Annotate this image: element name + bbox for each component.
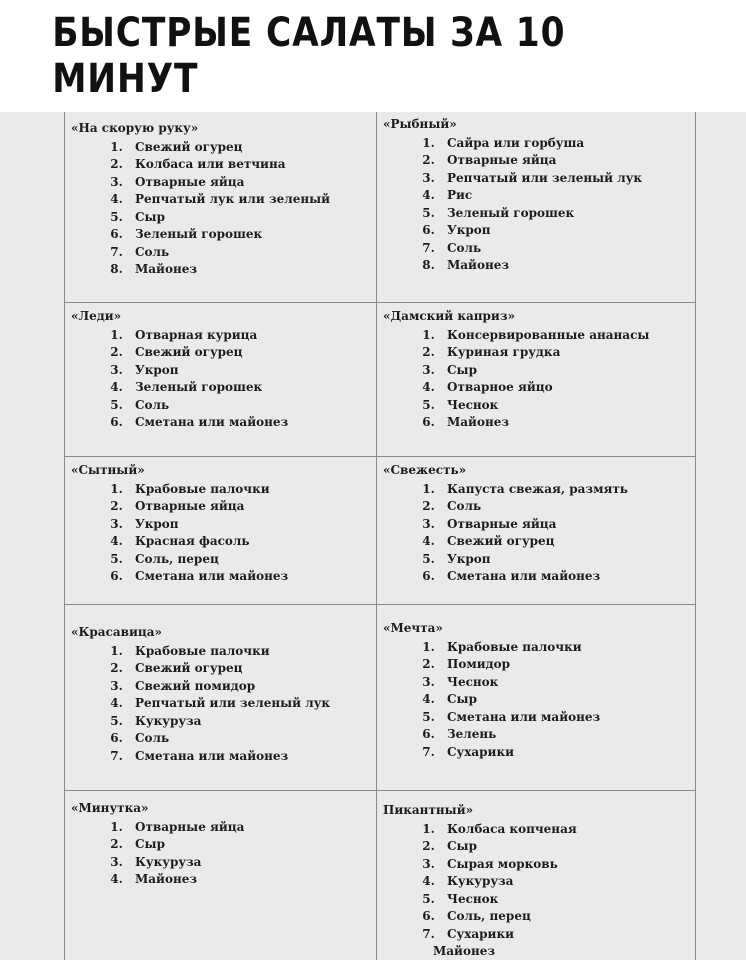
ingredient-list: [71, 643, 371, 766]
ingredient-item: 3. Репчатый или зеленый лук: [439, 170, 693, 188]
recipe-title: «На скорую руку»: [71, 121, 199, 135]
ingredient-item: 4. Рис: [439, 187, 693, 205]
recipe-sheet: [0, 112, 746, 960]
recipe-card: [383, 116, 693, 275]
ingredient-item: 7. Соль: [439, 240, 693, 258]
recipe-title: Пикантный»: [383, 803, 474, 817]
ingredient-list: [71, 327, 371, 432]
ingredient-list: [71, 819, 371, 889]
ingredient-item: 3. Сырая морковь: [439, 856, 693, 874]
ingredient-extra: Майонез: [433, 944, 496, 958]
ingredient-item: 7. Сухарики: [439, 926, 693, 944]
ingredient-item: 5. Зеленый горошек: [439, 205, 693, 223]
ingredient-item: 2. Свежий огурец: [127, 660, 371, 678]
ingredient-item: 1. Колбаса копченая: [439, 821, 693, 839]
recipe-title: «Минутка»: [71, 801, 149, 815]
ingredient-item: 5. Сыр: [127, 209, 371, 227]
ingredient-item: 7. Сухарики: [439, 744, 693, 762]
ingredient-item: 6. Зелень: [439, 726, 693, 744]
column-divider: [376, 112, 377, 960]
ingredient-item: 4. Кукуруза: [439, 873, 693, 891]
recipe-title: «Рыбный»: [383, 117, 457, 131]
recipe-card: [71, 624, 371, 765]
ingredient-item: 7. Соль: [127, 244, 371, 262]
recipe-card: [71, 120, 371, 279]
recipe-card: [383, 308, 693, 432]
ingredient-item: 2. Куриная грудка: [439, 344, 693, 362]
ingredient-item: 2. Свежий огурец: [127, 344, 371, 362]
ingredient-list: [383, 327, 693, 432]
ingredient-list: [383, 135, 693, 275]
ingredient-item: 3. Сыр: [439, 362, 693, 380]
row-divider: [65, 790, 695, 791]
ingredient-item: 6. Сметана или майонез: [127, 414, 371, 432]
recipe-table: [64, 112, 696, 960]
ingredient-item: 1. Консервированные ананасы: [439, 327, 693, 345]
recipe-title: «Дамский каприз»: [383, 309, 515, 323]
ingredient-item: 6. Сметана или майонез: [439, 568, 693, 586]
ingredient-item: 1. Отварная курица: [127, 327, 371, 345]
ingredient-item: 4. Майонез: [127, 871, 371, 889]
ingredient-item: 6. Сметана или майонез: [127, 568, 371, 586]
ingredient-list: [71, 139, 371, 279]
ingredient-item: 5. Соль, перец: [127, 551, 371, 569]
ingredient-item: 5. Чеснок: [439, 397, 693, 415]
row-divider: [65, 302, 695, 303]
ingredient-item: 7. Сметана или майонез: [127, 748, 371, 766]
ingredient-item: 2. Помидор: [439, 656, 693, 674]
page-header: [0, 0, 746, 112]
ingredient-item: 3. Кукуруза: [127, 854, 371, 872]
ingredient-item: 4. Отварное яйцо: [439, 379, 693, 397]
recipe-title: «Красавица»: [71, 625, 163, 639]
ingredient-item: 3. Укроп: [127, 516, 371, 534]
ingredient-item: 1. Капуста свежая, размять: [439, 481, 693, 499]
ingredient-item: 5. Кукуруза: [127, 713, 371, 731]
ingredient-item: 5. Соль: [127, 397, 371, 415]
ingredient-item: 1. Крабовые палочки: [439, 639, 693, 657]
recipe-card: [71, 308, 371, 432]
ingredient-item: 5. Сметана или майонез: [439, 709, 693, 727]
ingredient-item: 3. Отварные яйца: [439, 516, 693, 534]
ingredient-item: 3. Отварные яйца: [127, 174, 371, 192]
ingredient-item: 8. Майонез: [127, 261, 371, 279]
ingredient-item: 2. Отварные яйца: [127, 498, 371, 516]
ingredient-item: 2. Соль: [439, 498, 693, 516]
ingredient-list: [383, 821, 693, 944]
ingredient-list: [383, 639, 693, 762]
ingredient-item: 2. Колбаса или ветчина: [127, 156, 371, 174]
ingredient-item: 3. Укроп: [127, 362, 371, 380]
recipe-card: [383, 620, 693, 761]
recipe-card: [383, 462, 693, 586]
ingredient-item: 6. Зеленый горошек: [127, 226, 371, 244]
ingredient-item: 1. Крабовые палочки: [127, 643, 371, 661]
ingredient-list: [71, 481, 371, 586]
recipe-title: «Свежесть»: [383, 463, 467, 477]
page-title: БЫСТРЫЕ САЛАТЫ ЗА 10 МИНУТ: [52, 10, 566, 102]
row-divider: [65, 604, 695, 605]
recipe-title: «Сытный»: [71, 463, 145, 477]
ingredient-item: 5. Чеснок: [439, 891, 693, 909]
ingredient-item: 8. Майонез: [439, 257, 693, 275]
ingredient-item: 6. Майонез: [439, 414, 693, 432]
ingredient-item: 4. Зеленый горошек: [127, 379, 371, 397]
recipe-card: [383, 802, 693, 961]
ingredient-item: 3. Свежий помидор: [127, 678, 371, 696]
ingredient-item: 2. Сыр: [127, 836, 371, 854]
ingredient-item: 4. Репчатый или зеленый лук: [127, 695, 371, 713]
ingredient-item: 3. Чеснок: [439, 674, 693, 692]
ingredient-item: 4. Красная фасоль: [127, 533, 371, 551]
ingredient-item: 1. Свежий огурец: [127, 139, 371, 157]
ingredient-item: 4. Репчатый лук или зеленый: [127, 191, 371, 209]
ingredient-item: 6. Соль, перец: [439, 908, 693, 926]
ingredient-item: 5. Укроп: [439, 551, 693, 569]
ingredient-list: [383, 481, 693, 586]
recipe-title: «Мечта»: [383, 621, 443, 635]
ingredient-item: 2. Сыр: [439, 838, 693, 856]
ingredient-item: 1. Крабовые палочки: [127, 481, 371, 499]
ingredient-item: 6. Соль: [127, 730, 371, 748]
ingredient-item: 1. Сайра или горбуша: [439, 135, 693, 153]
recipe-card: [71, 800, 371, 889]
recipe-title: «Леди»: [71, 309, 122, 323]
ingredient-item: 4. Сыр: [439, 691, 693, 709]
ingredient-item: 2. Отварные яйца: [439, 152, 693, 170]
row-divider: [65, 456, 695, 457]
ingredient-item: 1. Отварные яйца: [127, 819, 371, 837]
ingredient-item: 6. Укроп: [439, 222, 693, 240]
ingredient-item: 4. Свежий огурец: [439, 533, 693, 551]
recipe-card: [71, 462, 371, 586]
